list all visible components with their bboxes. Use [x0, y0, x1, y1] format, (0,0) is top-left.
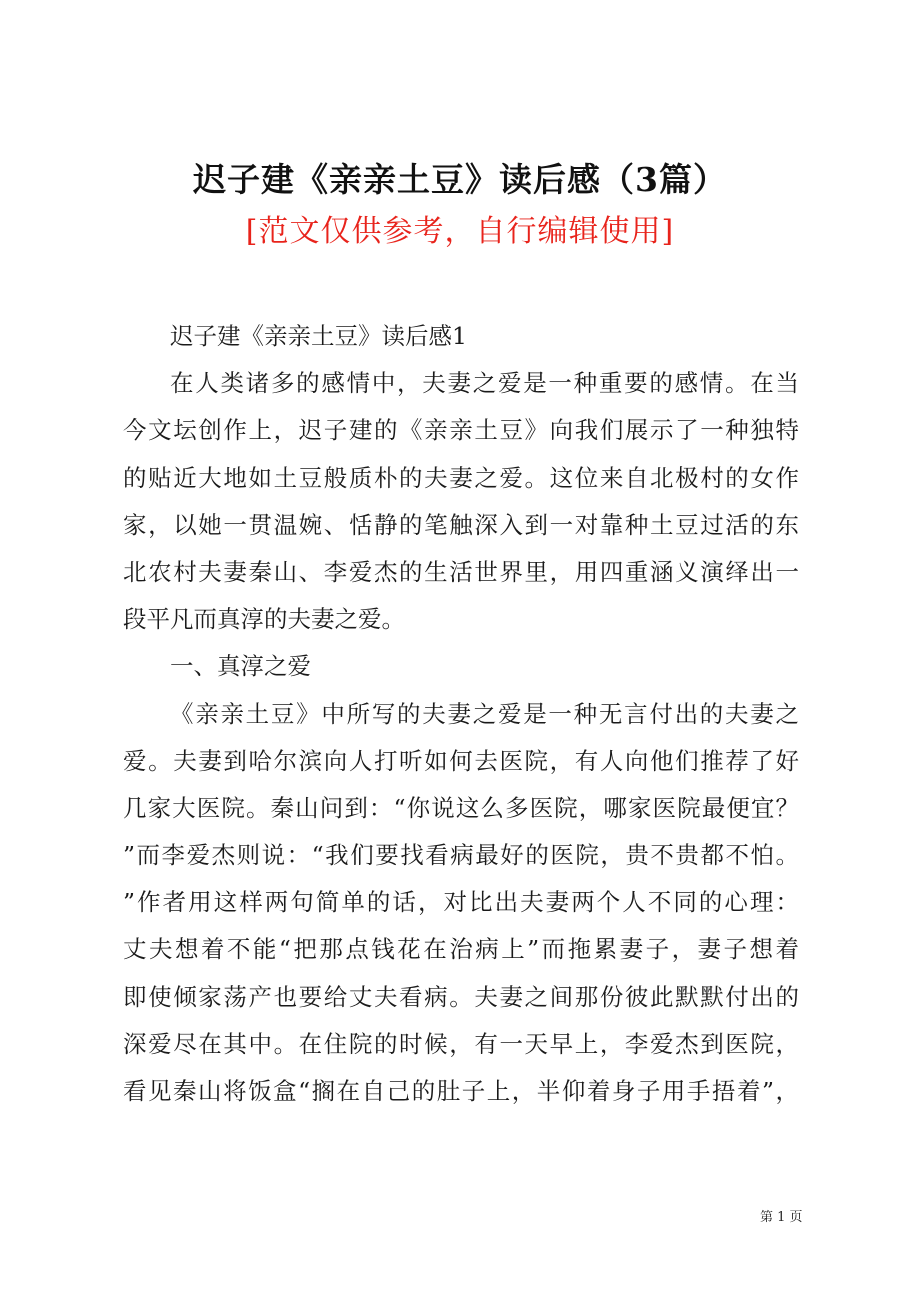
text-line: 家，以她一贯温婉、恬静的笔触深入到一对靠种土豆过活的东: [123, 510, 799, 539]
text-line: 一、真淳之爱: [170, 652, 311, 681]
text-line: 即使倾家荡产也要给丈夫看病。夫妻之间那份彼此默默付出的: [123, 982, 799, 1011]
text-line: 几家大医院。秦山问到：“你说这么多医院，哪家医院最便宜？: [123, 793, 799, 822]
text-line: 在人类诸多的感情中，夫妻之爱是一种重要的感情。在当: [170, 369, 799, 398]
document-body: [123, 313, 799, 1115]
text-line: 深爱尽在其中。在住院的时候，有一天早上，李爱杰到医院，: [123, 1029, 799, 1058]
page-number: 第 1 页: [760, 1210, 803, 1225]
text-line: 北农村夫妻秦山、李爱杰的生活世界里，用四重涵义演绎出一: [123, 557, 799, 586]
usage-notice: [范文仅供参考，自行编辑使用]: [245, 214, 675, 249]
text-line: ”作者用这样两句简单的话，对比出夫妻两个人不同的心理：: [123, 888, 799, 917]
text-line: 《亲亲土豆》中所写的夫妻之爱是一种无言付出的夫妻之: [170, 699, 799, 728]
text-line: 看见秦山将饭盒“搁在自己的肚子上，半仰着身子用手捂着”，: [123, 1077, 799, 1105]
text-line: 段平凡而真淳的夫妻之爱。: [123, 605, 405, 634]
text-line: 的贴近大地如土豆般质朴的夫妻之爱。这位来自北极村的女作: [123, 463, 799, 492]
document-title: 迟子建《亲亲土豆》读后感（3篇）: [193, 160, 727, 199]
text-line: 今文坛创作上，迟子建的《亲亲土豆》向我们展示了一种独特: [123, 416, 799, 445]
text-line: ”而李爱杰则说：“我们要找看病最好的医院，贵不贵都不怕。: [123, 841, 799, 870]
text-line: 丈夫想着不能“把那点钱花在治病上”而拖累妻子，妻子想着: [123, 935, 799, 964]
text-line: 迟子建《亲亲土豆》读后感1: [170, 322, 467, 350]
text-line: 爱。夫妻到哈尔滨向人打听如何去医院，有人向他们推荐了好: [123, 746, 799, 775]
